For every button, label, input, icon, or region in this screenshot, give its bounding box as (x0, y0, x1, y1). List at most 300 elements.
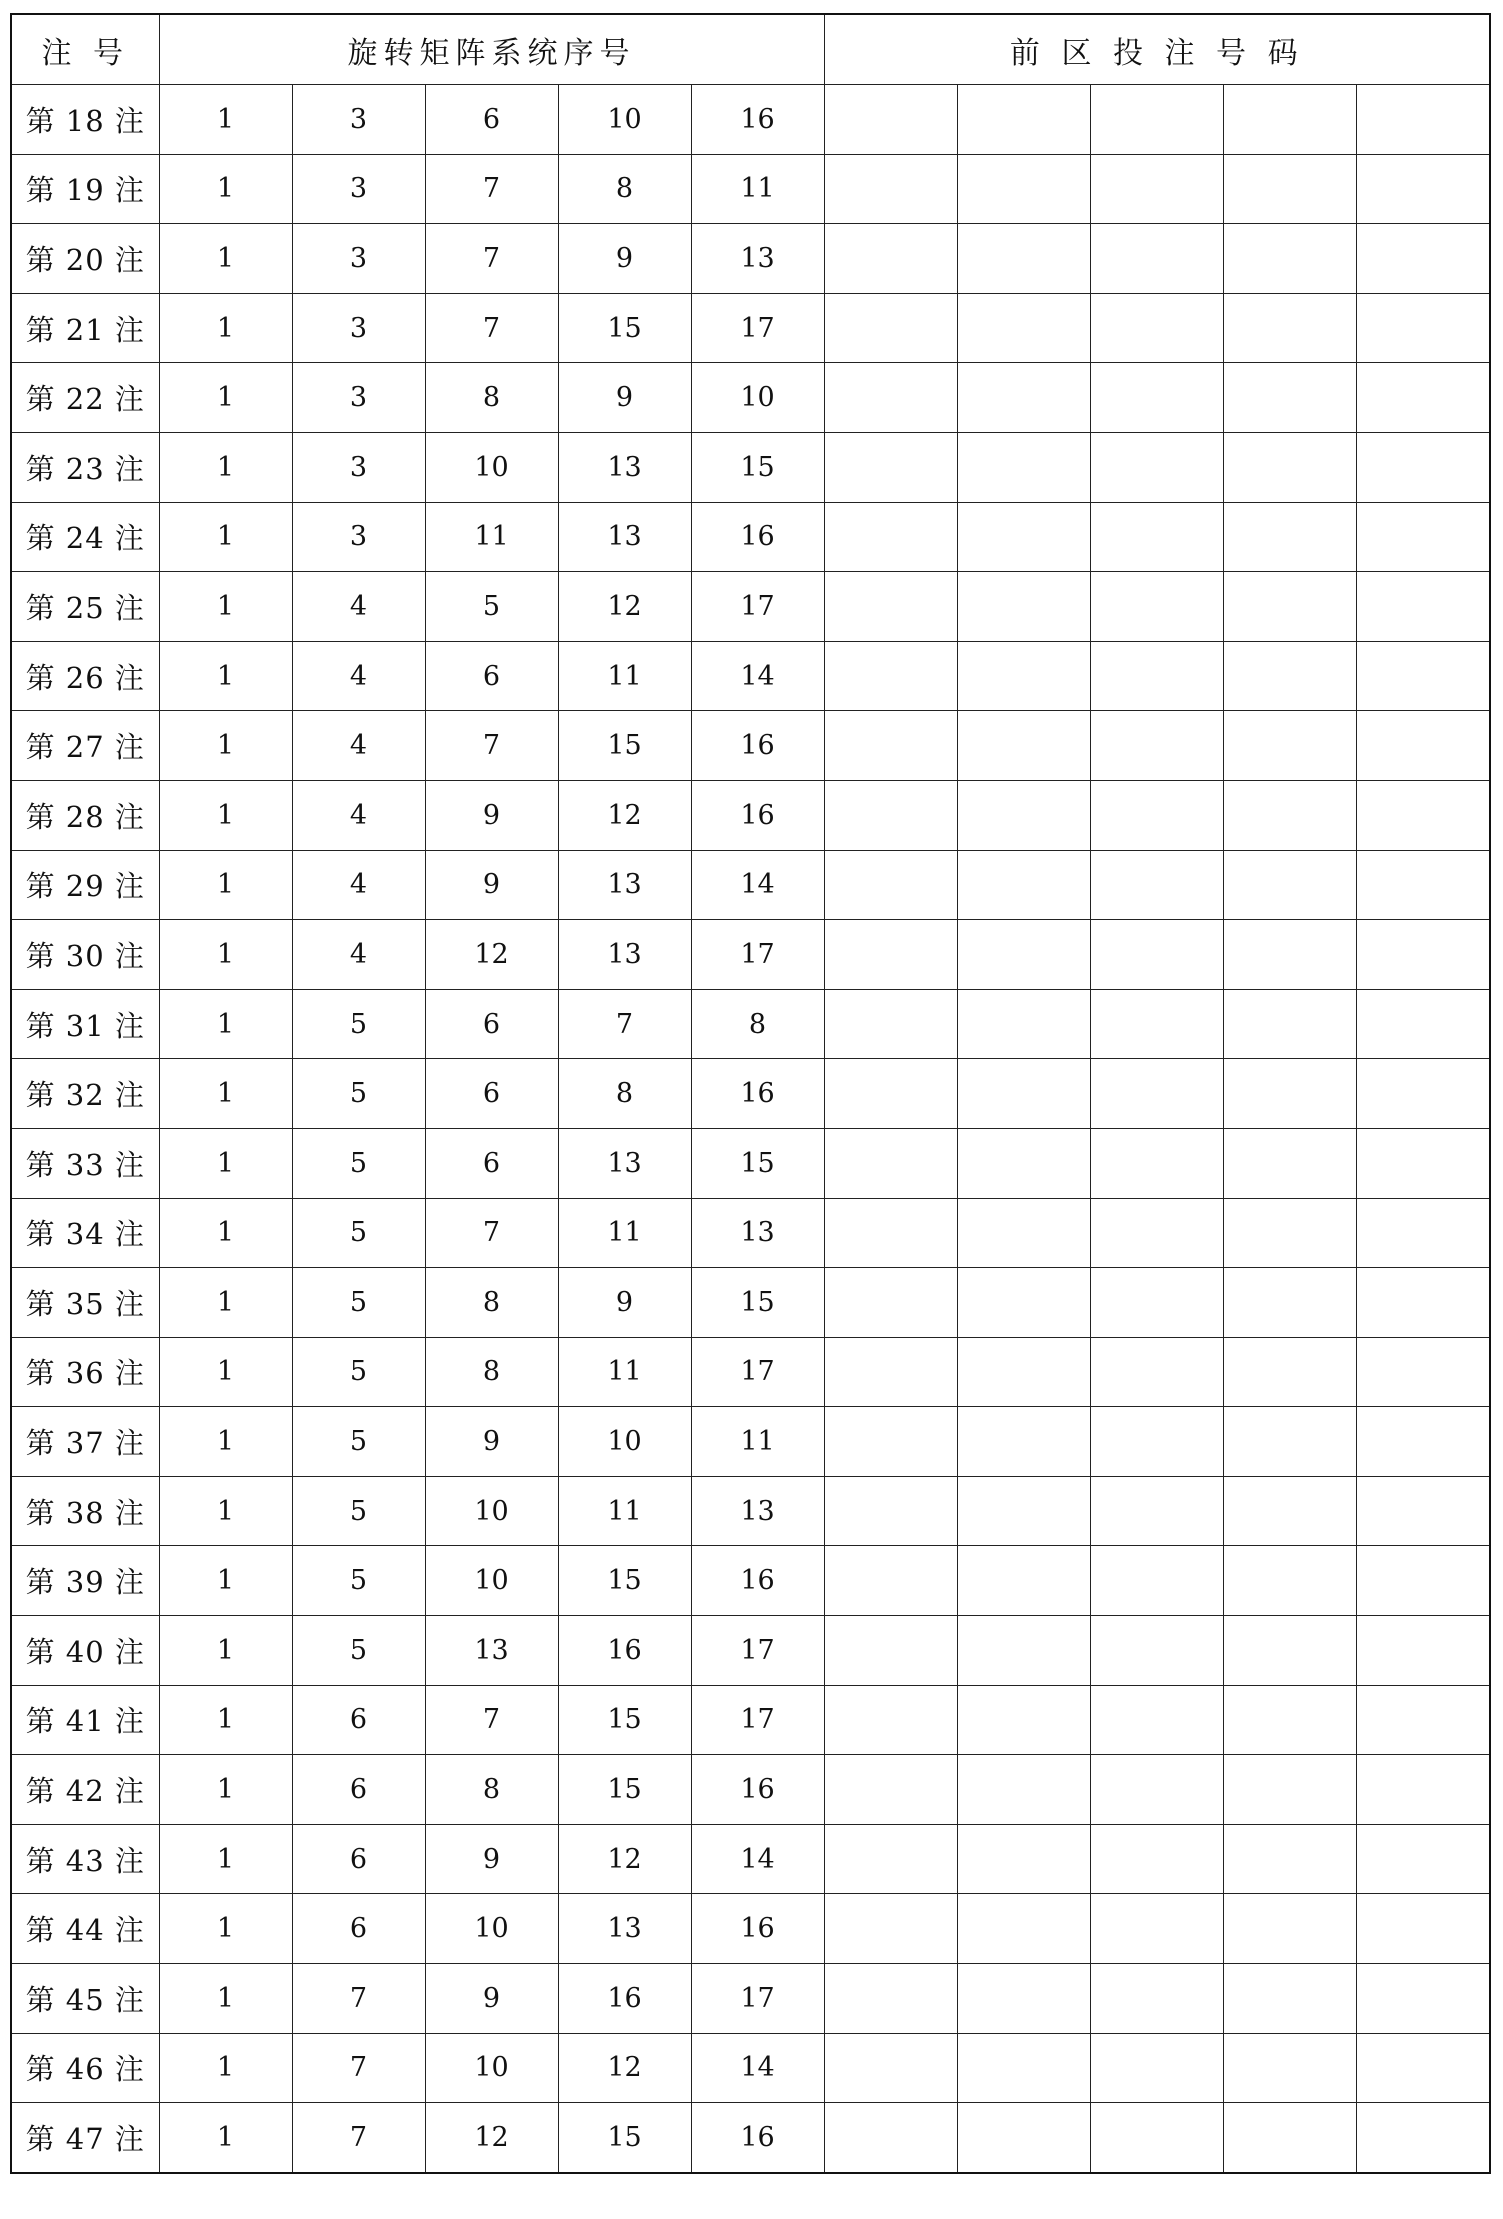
table-row (11, 1546, 1490, 1616)
header-matrix-sequence: 旋转矩阵系统序号 (159, 14, 824, 85)
front-number-entry-cell[interactable] (1356, 2033, 1490, 2103)
front-number-entry-cell[interactable] (1356, 432, 1490, 502)
table-row (11, 2103, 1490, 2173)
front-number-entry-cell[interactable] (1356, 1128, 1490, 1198)
matrix-number-cell: 6 (425, 1059, 558, 1129)
front-number-entry-cell[interactable] (1223, 1964, 1356, 2034)
front-number-entry-cell[interactable] (1223, 1824, 1356, 1894)
matrix-number-cell: 7 (425, 711, 558, 781)
front-number-entry-cell[interactable] (1090, 432, 1223, 502)
front-number-entry-cell[interactable] (1223, 224, 1356, 294)
front-number-entry-cell[interactable] (957, 224, 1090, 294)
matrix-number-cell: 11 (558, 1198, 691, 1268)
front-number-entry-cell[interactable] (824, 1546, 957, 1616)
matrix-number-cell: 6 (425, 989, 558, 1059)
matrix-number-cell: 1 (159, 711, 292, 781)
matrix-number-cell: 6 (425, 85, 558, 155)
matrix-number-cell: 7 (558, 989, 691, 1059)
front-number-entry-cell[interactable] (824, 1824, 957, 1894)
matrix-number-cell: 5 (292, 1407, 425, 1477)
front-number-entry-cell[interactable] (1090, 989, 1223, 1059)
bet-number-cell: 第 46 注 (11, 2033, 159, 2103)
matrix-number-cell: 6 (292, 1755, 425, 1825)
matrix-number-cell: 9 (558, 363, 691, 433)
table-row (11, 1337, 1490, 1407)
matrix-number-cell: 15 (691, 1268, 824, 1338)
matrix-number-cell: 8 (425, 1755, 558, 1825)
matrix-number-cell: 10 (425, 1546, 558, 1616)
front-number-entry-cell[interactable] (1090, 1964, 1223, 2034)
front-number-entry-cell[interactable] (957, 572, 1090, 642)
front-number-entry-cell[interactable] (1356, 989, 1490, 1059)
matrix-number-cell: 1 (159, 1059, 292, 1129)
front-number-entry-cell[interactable] (1090, 1407, 1223, 1477)
front-number-entry-cell[interactable] (1223, 1476, 1356, 1546)
front-number-entry-cell[interactable] (824, 1198, 957, 1268)
front-number-entry-cell[interactable] (824, 989, 957, 1059)
front-number-entry-cell[interactable] (1090, 2103, 1223, 2173)
front-number-entry-cell[interactable] (957, 989, 1090, 1059)
front-number-entry-cell[interactable] (1356, 920, 1490, 990)
bet-number-cell: 第 44 注 (11, 1894, 159, 1964)
matrix-number-cell: 1 (159, 2103, 292, 2173)
front-number-entry-cell[interactable] (1356, 2103, 1490, 2173)
front-number-entry-cell[interactable] (957, 85, 1090, 155)
front-number-entry-cell[interactable] (1090, 154, 1223, 224)
matrix-number-cell: 17 (691, 1964, 824, 2034)
front-number-entry-cell[interactable] (957, 2033, 1090, 2103)
front-number-entry-cell[interactable] (1223, 1407, 1356, 1477)
front-number-entry-cell[interactable] (1223, 711, 1356, 781)
front-number-entry-cell[interactable] (957, 1337, 1090, 1407)
table-row (11, 1685, 1490, 1755)
front-number-entry-cell[interactable] (824, 1476, 957, 1546)
front-number-entry-cell[interactable] (824, 1268, 957, 1338)
matrix-number-cell: 13 (691, 224, 824, 294)
front-number-entry-cell[interactable] (824, 641, 957, 711)
bet-number-cell: 第 31 注 (11, 989, 159, 1059)
table-row (11, 850, 1490, 920)
matrix-number-cell: 1 (159, 224, 292, 294)
matrix-number-cell: 16 (691, 1546, 824, 1616)
front-number-entry-cell[interactable] (1356, 850, 1490, 920)
front-number-entry-cell[interactable] (1223, 850, 1356, 920)
matrix-number-cell: 17 (691, 1616, 824, 1686)
front-number-entry-cell[interactable] (1090, 1476, 1223, 1546)
front-number-entry-cell[interactable] (1090, 641, 1223, 711)
front-number-entry-cell[interactable] (1356, 1476, 1490, 1546)
matrix-number-cell: 3 (292, 363, 425, 433)
front-number-entry-cell[interactable] (1090, 1268, 1223, 1338)
matrix-number-cell: 5 (292, 989, 425, 1059)
table-row (11, 432, 1490, 502)
front-number-entry-cell[interactable] (824, 572, 957, 642)
front-number-entry-cell[interactable] (957, 1824, 1090, 1894)
front-number-entry-cell[interactable] (1223, 1894, 1356, 1964)
matrix-number-cell: 11 (558, 641, 691, 711)
matrix-number-cell: 14 (691, 850, 824, 920)
matrix-number-cell: 12 (558, 572, 691, 642)
front-number-entry-cell[interactable] (824, 1755, 957, 1825)
front-number-entry-cell[interactable] (1356, 1964, 1490, 2034)
matrix-number-cell: 13 (558, 850, 691, 920)
matrix-number-cell: 10 (691, 363, 824, 433)
table-row (11, 989, 1490, 1059)
front-number-entry-cell[interactable] (957, 1198, 1090, 1268)
table-row (11, 1198, 1490, 1268)
matrix-number-cell: 16 (691, 502, 824, 572)
matrix-number-cell: 3 (292, 293, 425, 363)
matrix-number-cell: 4 (292, 780, 425, 850)
front-number-entry-cell[interactable] (824, 1128, 957, 1198)
front-number-entry-cell[interactable] (1223, 1337, 1356, 1407)
front-number-entry-cell[interactable] (1223, 572, 1356, 642)
bet-number-cell: 第 47 注 (11, 2103, 159, 2173)
table-row (11, 2033, 1490, 2103)
bet-number-cell: 第 32 注 (11, 1059, 159, 1129)
front-number-entry-cell[interactable] (1090, 1685, 1223, 1755)
matrix-number-cell: 8 (425, 363, 558, 433)
front-number-entry-cell[interactable] (1356, 154, 1490, 224)
front-number-entry-cell[interactable] (824, 2103, 957, 2173)
front-number-entry-cell[interactable] (1090, 1616, 1223, 1686)
front-number-entry-cell[interactable] (1090, 1128, 1223, 1198)
front-number-entry-cell[interactable] (824, 1964, 957, 2034)
front-number-entry-cell[interactable] (957, 432, 1090, 502)
matrix-number-cell: 12 (558, 2033, 691, 2103)
front-number-entry-cell[interactable] (1090, 502, 1223, 572)
front-number-entry-cell[interactable] (957, 1407, 1090, 1477)
bet-number-cell: 第 29 注 (11, 850, 159, 920)
matrix-number-cell: 15 (691, 432, 824, 502)
matrix-number-cell: 9 (558, 224, 691, 294)
matrix-number-cell: 7 (425, 224, 558, 294)
matrix-number-cell: 12 (558, 780, 691, 850)
matrix-number-cell: 1 (159, 780, 292, 850)
matrix-number-cell: 16 (691, 85, 824, 155)
matrix-number-cell: 13 (425, 1616, 558, 1686)
front-number-entry-cell[interactable] (824, 363, 957, 433)
front-number-entry-cell[interactable] (1223, 1198, 1356, 1268)
bet-number-cell: 第 19 注 (11, 154, 159, 224)
matrix-number-cell: 15 (558, 1546, 691, 1616)
matrix-number-cell: 16 (691, 2103, 824, 2173)
front-number-entry-cell[interactable] (1223, 432, 1356, 502)
table-row (11, 711, 1490, 781)
matrix-number-cell: 11 (558, 1337, 691, 1407)
matrix-number-cell: 17 (691, 1337, 824, 1407)
front-number-entry-cell[interactable] (824, 85, 957, 155)
front-number-entry-cell[interactable] (1090, 850, 1223, 920)
front-number-entry-cell[interactable] (1090, 1824, 1223, 1894)
front-number-entry-cell[interactable] (1356, 1268, 1490, 1338)
front-number-entry-cell[interactable] (957, 1685, 1090, 1755)
front-number-entry-cell[interactable] (957, 1894, 1090, 1964)
front-number-entry-cell[interactable] (957, 1616, 1090, 1686)
table-row (11, 780, 1490, 850)
front-number-entry-cell[interactable] (957, 1128, 1090, 1198)
matrix-number-cell: 3 (292, 85, 425, 155)
matrix-number-cell: 5 (425, 572, 558, 642)
front-number-entry-cell[interactable] (1090, 1337, 1223, 1407)
matrix-number-cell: 15 (558, 2103, 691, 2173)
front-number-entry-cell[interactable] (1223, 2103, 1356, 2173)
matrix-number-cell: 6 (292, 1824, 425, 1894)
matrix-number-cell: 13 (558, 502, 691, 572)
matrix-number-cell: 6 (425, 641, 558, 711)
front-number-entry-cell[interactable] (957, 502, 1090, 572)
front-number-entry-cell[interactable] (957, 1476, 1090, 1546)
front-number-entry-cell[interactable] (824, 154, 957, 224)
front-number-entry-cell[interactable] (1223, 920, 1356, 990)
front-number-entry-cell[interactable] (1090, 1894, 1223, 1964)
front-number-entry-cell[interactable] (824, 1407, 957, 1477)
front-number-entry-cell[interactable] (1090, 1198, 1223, 1268)
table-row (11, 1128, 1490, 1198)
matrix-number-cell: 1 (159, 1546, 292, 1616)
bet-number-cell: 第 45 注 (11, 1964, 159, 2034)
front-number-entry-cell[interactable] (1356, 224, 1490, 294)
front-number-entry-cell[interactable] (957, 850, 1090, 920)
matrix-number-cell: 14 (691, 641, 824, 711)
matrix-number-cell: 9 (425, 1824, 558, 1894)
front-number-entry-cell[interactable] (1356, 1407, 1490, 1477)
matrix-number-cell: 1 (159, 85, 292, 155)
front-number-entry-cell[interactable] (1356, 1198, 1490, 1268)
matrix-number-cell: 16 (691, 711, 824, 781)
front-number-entry-cell[interactable] (1356, 1824, 1490, 1894)
matrix-number-cell: 9 (425, 1964, 558, 2034)
front-number-entry-cell[interactable] (1356, 502, 1490, 572)
matrix-number-cell: 5 (292, 1476, 425, 1546)
front-number-entry-cell[interactable] (1223, 641, 1356, 711)
matrix-number-cell: 14 (691, 1824, 824, 1894)
front-number-entry-cell[interactable] (1356, 641, 1490, 711)
front-number-entry-cell[interactable] (1223, 502, 1356, 572)
bet-number-cell: 第 27 注 (11, 711, 159, 781)
front-number-entry-cell[interactable] (1090, 85, 1223, 155)
bet-number-cell: 第 37 注 (11, 1407, 159, 1477)
matrix-number-cell: 6 (425, 1128, 558, 1198)
bet-number-cell: 第 40 注 (11, 1616, 159, 1686)
front-number-entry-cell[interactable] (1090, 2033, 1223, 2103)
front-number-entry-cell[interactable] (957, 1059, 1090, 1129)
bet-number-cell: 第 36 注 (11, 1337, 159, 1407)
front-number-entry-cell[interactable] (824, 1894, 957, 1964)
front-number-entry-cell[interactable] (957, 711, 1090, 781)
front-number-entry-cell[interactable] (1223, 1616, 1356, 1686)
matrix-number-cell: 4 (292, 711, 425, 781)
matrix-number-cell: 4 (292, 850, 425, 920)
front-number-entry-cell[interactable] (1223, 1128, 1356, 1198)
front-number-entry-cell[interactable] (1090, 1546, 1223, 1616)
front-number-entry-cell[interactable] (957, 363, 1090, 433)
front-number-entry-cell[interactable] (1356, 1059, 1490, 1129)
front-number-entry-cell[interactable] (824, 1685, 957, 1755)
matrix-number-cell: 1 (159, 1964, 292, 2034)
front-number-entry-cell[interactable] (1090, 363, 1223, 433)
rotation-matrix-table (10, 13, 1491, 2174)
table-row (11, 572, 1490, 642)
front-number-entry-cell[interactable] (1090, 1755, 1223, 1825)
matrix-number-cell: 13 (558, 432, 691, 502)
matrix-number-cell: 1 (159, 989, 292, 1059)
matrix-number-cell: 15 (558, 711, 691, 781)
matrix-number-cell: 14 (691, 2033, 824, 2103)
front-number-entry-cell[interactable] (1223, 363, 1356, 433)
front-number-entry-cell[interactable] (957, 780, 1090, 850)
matrix-number-cell: 8 (558, 154, 691, 224)
front-number-entry-cell[interactable] (824, 850, 957, 920)
front-number-entry-cell[interactable] (824, 1616, 957, 1686)
bet-number-cell: 第 28 注 (11, 780, 159, 850)
front-number-entry-cell[interactable] (1356, 293, 1490, 363)
matrix-number-cell: 12 (425, 2103, 558, 2173)
front-number-entry-cell[interactable] (1090, 293, 1223, 363)
matrix-number-cell: 11 (425, 502, 558, 572)
header-front-area-numbers: 前 区 投 注 号 码 (824, 14, 1490, 85)
front-number-entry-cell[interactable] (1223, 85, 1356, 155)
front-number-entry-cell[interactable] (1223, 989, 1356, 1059)
matrix-number-cell: 1 (159, 502, 292, 572)
table-row (11, 920, 1490, 990)
front-number-entry-cell[interactable] (957, 920, 1090, 990)
matrix-number-cell: 7 (425, 1685, 558, 1755)
front-number-entry-cell[interactable] (1223, 1755, 1356, 1825)
matrix-number-cell: 1 (159, 1198, 292, 1268)
matrix-number-cell: 6 (292, 1894, 425, 1964)
front-number-entry-cell[interactable] (1356, 1546, 1490, 1616)
matrix-number-cell: 11 (558, 1476, 691, 1546)
front-number-entry-cell[interactable] (824, 920, 957, 990)
matrix-number-cell: 17 (691, 293, 824, 363)
table-row (11, 1268, 1490, 1338)
front-number-entry-cell[interactable] (1356, 85, 1490, 155)
matrix-number-cell: 8 (558, 1059, 691, 1129)
bet-number-cell: 第 41 注 (11, 1685, 159, 1755)
front-number-entry-cell[interactable] (824, 432, 957, 502)
matrix-number-cell: 16 (691, 1059, 824, 1129)
matrix-number-cell: 4 (292, 641, 425, 711)
bet-number-cell: 第 42 注 (11, 1755, 159, 1825)
matrix-number-cell: 15 (558, 293, 691, 363)
matrix-number-cell: 13 (691, 1198, 824, 1268)
matrix-number-cell: 7 (292, 2033, 425, 2103)
bet-number-cell: 第 22 注 (11, 363, 159, 433)
front-number-entry-cell[interactable] (824, 711, 957, 781)
matrix-number-cell: 5 (292, 1268, 425, 1338)
front-number-entry-cell[interactable] (1356, 572, 1490, 642)
front-number-entry-cell[interactable] (824, 293, 957, 363)
bet-number-cell: 第 21 注 (11, 293, 159, 363)
front-number-entry-cell[interactable] (1090, 780, 1223, 850)
table-row (11, 1894, 1490, 1964)
front-number-entry-cell[interactable] (1356, 711, 1490, 781)
bet-number-cell: 第 18 注 (11, 85, 159, 155)
front-number-entry-cell[interactable] (957, 154, 1090, 224)
front-number-entry-cell[interactable] (957, 2103, 1090, 2173)
matrix-number-cell: 11 (691, 154, 824, 224)
front-number-entry-cell[interactable] (957, 1964, 1090, 2034)
table-row (11, 293, 1490, 363)
front-number-entry-cell[interactable] (1356, 1616, 1490, 1686)
table-row (11, 1407, 1490, 1477)
front-number-entry-cell[interactable] (1223, 1268, 1356, 1338)
matrix-number-cell: 5 (292, 1198, 425, 1268)
front-number-entry-cell[interactable] (1356, 1755, 1490, 1825)
matrix-number-cell: 3 (292, 502, 425, 572)
front-number-entry-cell[interactable] (1223, 780, 1356, 850)
front-number-entry-cell[interactable] (957, 1546, 1090, 1616)
table-row (11, 1964, 1490, 2034)
matrix-number-cell: 13 (691, 1476, 824, 1546)
front-number-entry-cell[interactable] (1223, 154, 1356, 224)
front-number-entry-cell[interactable] (824, 1059, 957, 1129)
matrix-number-cell: 1 (159, 920, 292, 990)
bet-number-cell: 第 39 注 (11, 1546, 159, 1616)
front-number-entry-cell[interactable] (1356, 1337, 1490, 1407)
front-number-entry-cell[interactable] (1223, 1685, 1356, 1755)
matrix-number-cell: 1 (159, 1337, 292, 1407)
front-number-entry-cell[interactable] (1090, 1059, 1223, 1129)
front-number-entry-cell[interactable] (1356, 363, 1490, 433)
front-number-entry-cell[interactable] (1090, 572, 1223, 642)
front-number-entry-cell[interactable] (1223, 1059, 1356, 1129)
matrix-number-cell: 10 (425, 1894, 558, 1964)
front-number-entry-cell[interactable] (1356, 1685, 1490, 1755)
matrix-number-cell: 7 (425, 1198, 558, 1268)
matrix-number-cell: 7 (292, 2103, 425, 2173)
front-number-entry-cell[interactable] (1223, 1546, 1356, 1616)
matrix-number-cell: 1 (159, 1407, 292, 1477)
matrix-number-cell: 13 (558, 1894, 691, 1964)
matrix-number-cell: 8 (691, 989, 824, 1059)
matrix-number-cell: 1 (159, 1476, 292, 1546)
front-number-entry-cell[interactable] (957, 641, 1090, 711)
front-number-entry-cell[interactable] (824, 780, 957, 850)
matrix-number-cell: 1 (159, 154, 292, 224)
matrix-number-cell: 9 (558, 1268, 691, 1338)
front-number-entry-cell[interactable] (1090, 224, 1223, 294)
front-number-entry-cell[interactable] (824, 2033, 957, 2103)
front-number-entry-cell[interactable] (957, 1755, 1090, 1825)
matrix-number-cell: 16 (558, 1964, 691, 2034)
front-number-entry-cell[interactable] (1356, 780, 1490, 850)
front-number-entry-cell[interactable] (1356, 1894, 1490, 1964)
table-row (11, 1476, 1490, 1546)
matrix-number-cell: 10 (425, 432, 558, 502)
matrix-number-cell: 5 (292, 1616, 425, 1686)
front-number-entry-cell[interactable] (957, 293, 1090, 363)
matrix-number-cell: 5 (292, 1337, 425, 1407)
front-number-entry-cell[interactable] (1223, 2033, 1356, 2103)
bet-number-cell: 第 30 注 (11, 920, 159, 990)
front-number-entry-cell[interactable] (824, 502, 957, 572)
bet-number-cell: 第 43 注 (11, 1824, 159, 1894)
front-number-entry-cell[interactable] (1090, 920, 1223, 990)
front-number-entry-cell[interactable] (824, 1337, 957, 1407)
front-number-entry-cell[interactable] (957, 1268, 1090, 1338)
bet-number-cell: 第 20 注 (11, 224, 159, 294)
front-number-entry-cell[interactable] (824, 224, 957, 294)
bet-number-cell: 第 23 注 (11, 432, 159, 502)
front-number-entry-cell[interactable] (1090, 711, 1223, 781)
front-number-entry-cell[interactable] (1223, 293, 1356, 363)
table-row (11, 641, 1490, 711)
matrix-number-cell: 1 (159, 293, 292, 363)
matrix-number-cell: 9 (425, 850, 558, 920)
matrix-number-cell: 13 (558, 920, 691, 990)
